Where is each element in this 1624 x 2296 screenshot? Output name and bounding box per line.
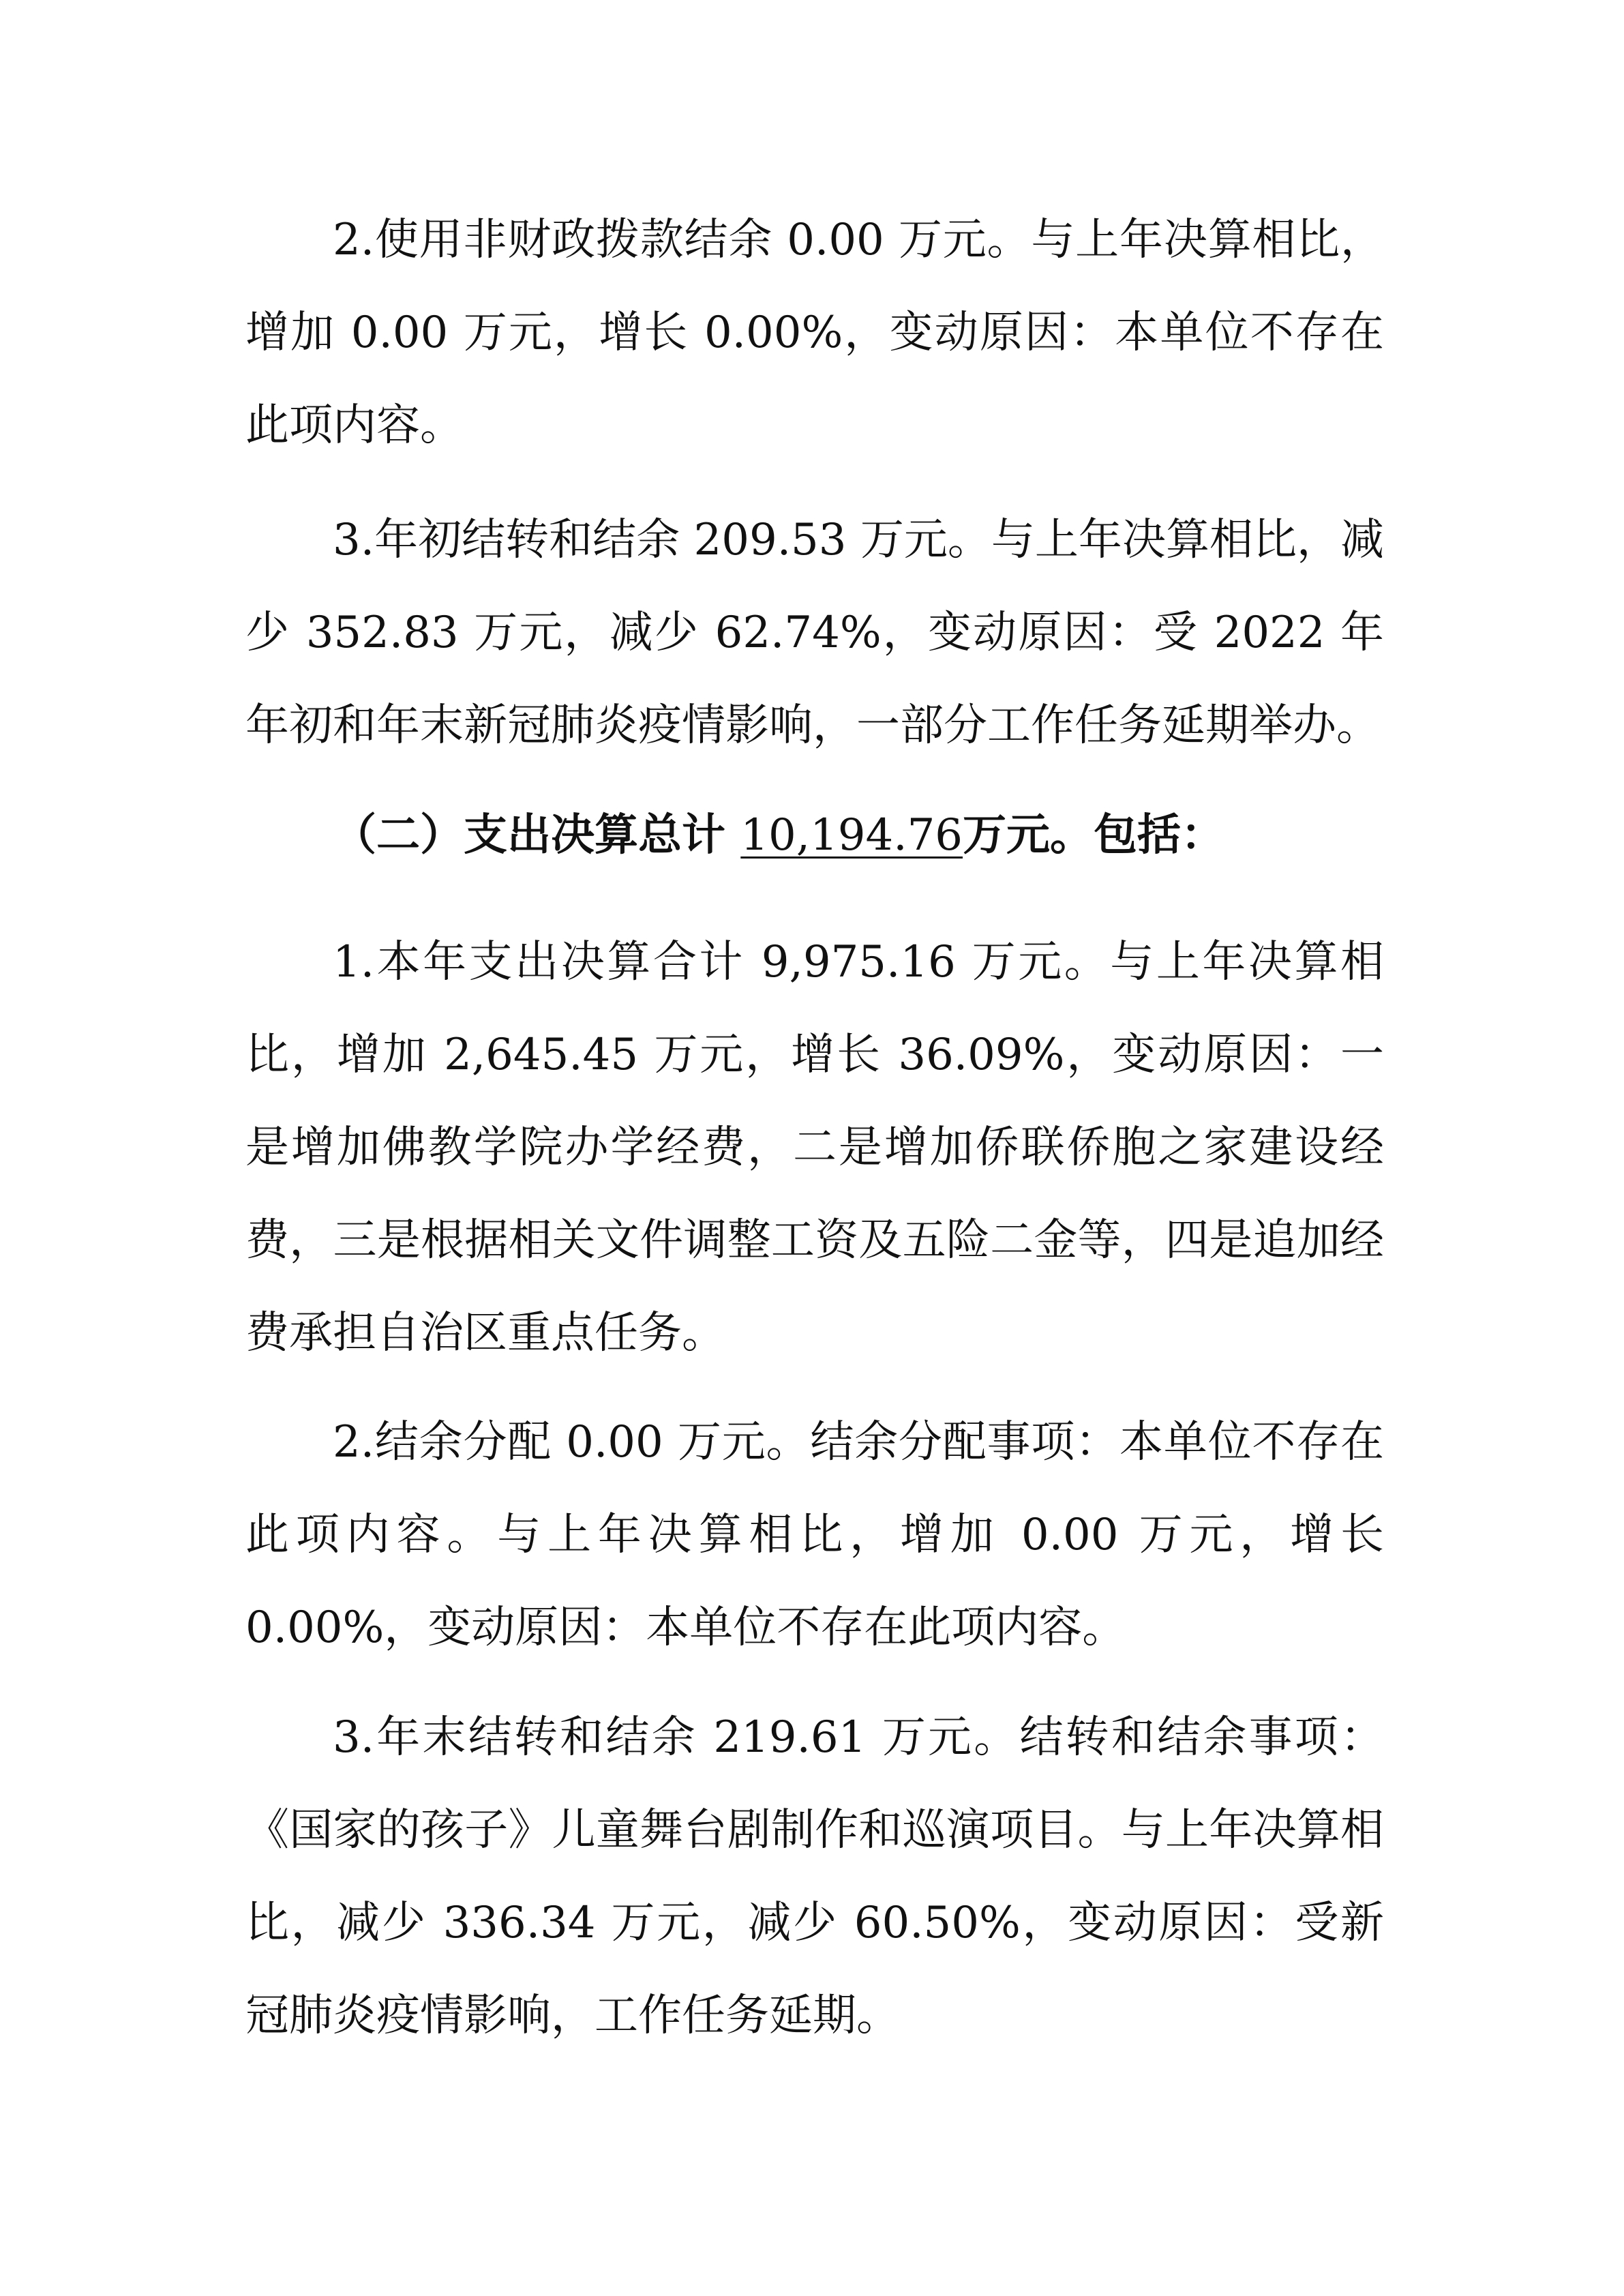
paragraph-opening-carryover: 3.年初结转和结余 209.53 万元。与上年决算相比，减少 352.83 万元，减少 62.74%，变动原因：受 2022 年年初和年末新冠肺炎疫情影响，一部分工作任务延期举办。: [245, 515, 1384, 751]
heading-amount: 10,194.76: [740, 810, 963, 861]
section-heading-expenditure-total: [245, 789, 1384, 882]
paragraph-surplus-distribution: 2.结余分配 0.00 万元。结余分配事项：本单位不存在此项内容。与上年决算相比，增加 0.00 万元，增长 0.00%，变动原因：本单位不存在此项内容。: [245, 1417, 1384, 1653]
heading-prefix: （二）支出决算总计: [333, 809, 741, 861]
paragraph-nonfiscal-surplus: 2.使用非财政拨款结余 0.00 万元。与上年决算相比，增加 0.00 万元，增长 0.00%，变动原因：本单位不存在此项内容。: [245, 215, 1384, 451]
heading-suffix: 万元。包括：: [963, 809, 1224, 861]
paragraph-annual-expenditure: 1.本年支出决算合计 9,975.16 万元。与上年决算相比，增加 2,645.45 万元，增长 36.09%，变动原因：一是增加佛教学院办学经费，二是增加侨联侨胞之家建设经费，三是根据相关文件调整工资及五险二金等，四是追加经费承担自治区重点任务。: [245, 937, 1384, 1358]
paragraph-closing-carryover: 3.年末结转和结余 219.61 万元。结转和结余事项：《国家的孩子》儿童舞台剧制作和巡演项目。与上年决算相比，减少 336.34 万元，减少 60.50%，变动原因：受新冠肺炎疫情影响，工作任务延期。: [245, 1712, 1384, 2041]
